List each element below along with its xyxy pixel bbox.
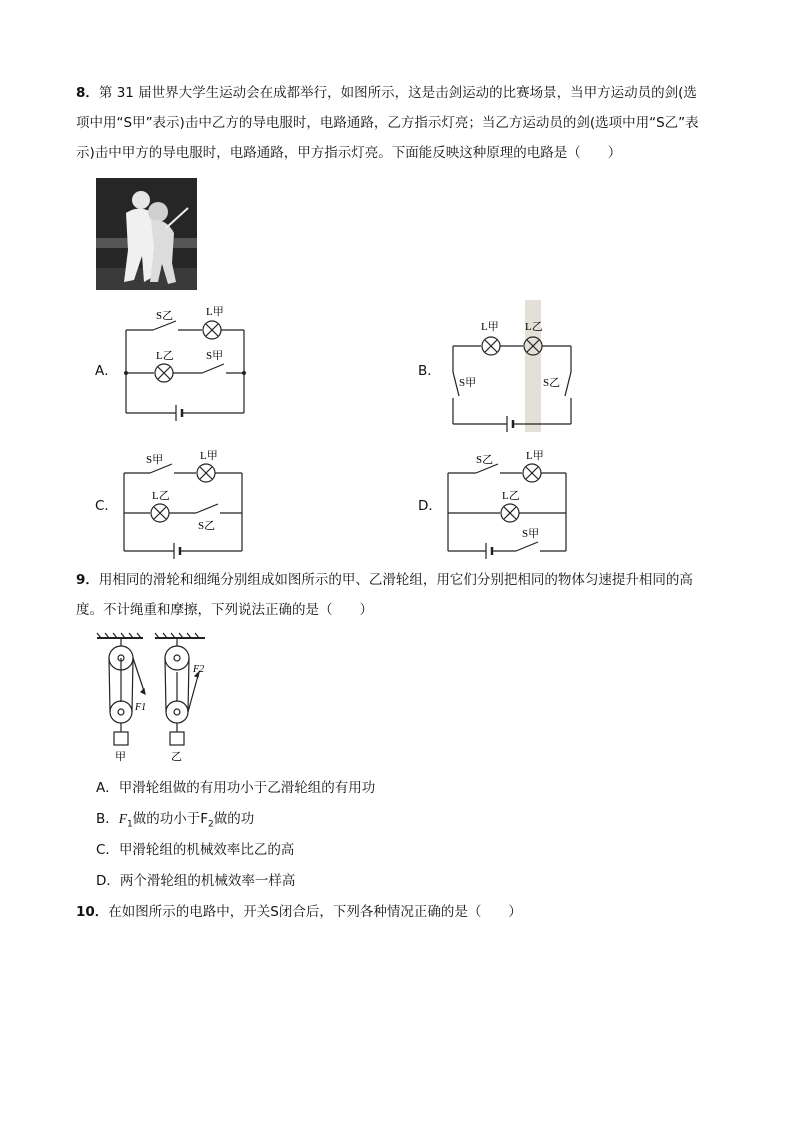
- pulley-figure: [95, 632, 215, 764]
- q8-option-d-label[interactable]: D．: [418, 498, 442, 514]
- q10-number: 10．: [76, 904, 109, 920]
- d-l-yi-label: L乙: [502, 490, 520, 502]
- circuit-d: [440, 445, 575, 560]
- c-l-yi-label: L乙: [152, 490, 170, 502]
- yi-label: 乙: [171, 750, 182, 763]
- q10-line-1: 10．在如图所示的电路中，开关S闭合后，下列各种情况正确的是（ ）: [76, 904, 522, 920]
- b-l-yi-label: L乙: [525, 321, 543, 333]
- d-s-jia-label: S甲: [522, 528, 540, 540]
- q8-number: 8．: [76, 85, 99, 101]
- q9-option-d[interactable]: D．两个滑轮组的机械效率一样高: [96, 873, 296, 889]
- q9-line-2: 度。不计绳重和摩擦，下列说法正确的是（ ）: [76, 602, 373, 618]
- f2-label: F2: [193, 664, 205, 675]
- q9-line-1: 9．用相同的滑轮和细绳分别组成如图所示的甲、乙滑轮组，用它们分别把相同的物体匀速提升相同的高: [76, 572, 693, 588]
- q8-option-b-label[interactable]: B．: [418, 363, 441, 379]
- q9-option-b[interactable]: B．$F_1$做的功小于$F_2$做的功: [96, 811, 255, 830]
- q9-option-a[interactable]: A．甲滑轮组做的有用功小于乙滑轮组的有用功: [96, 780, 376, 796]
- f1-label: F1: [135, 702, 147, 713]
- q8-option-a-label[interactable]: A．: [95, 363, 118, 379]
- c-s-yi-label: S乙: [198, 520, 216, 532]
- circuit-b: [443, 300, 583, 432]
- a-s-yi-label: S乙: [156, 310, 174, 322]
- q8-line-3: 示)击中甲方的导电服时，电路通路，甲方指示灯亮。下面能反映这种原理的电路是（ ）: [76, 145, 622, 161]
- circuit-a: [118, 305, 253, 425]
- q8-option-c-label[interactable]: C．: [95, 498, 118, 514]
- fencing-photo: [96, 178, 197, 290]
- jia-label: 甲: [115, 750, 126, 763]
- b-l-jia-label: L甲: [481, 321, 499, 333]
- c-l-jia-label: L甲: [200, 450, 218, 462]
- circuit-c: [116, 445, 251, 560]
- b-s-yi-label: S乙: [543, 377, 561, 389]
- d-s-yi-label: S乙: [476, 454, 494, 466]
- a-s-jia-label: S甲: [206, 350, 224, 362]
- q8-line-1: 8．第 31 届世界大学生运动会在成都举行，如图所示，这是击剑运动的比赛场景，当甲方运动员的剑(选: [76, 85, 697, 101]
- c-s-jia-label: S甲: [146, 454, 164, 466]
- b-s-jia-label: S甲: [459, 377, 477, 389]
- q8-line-2: 项中用“S甲”表示)击中乙方的导电服时，电路通路，乙方指示灯亮；当乙方运动员的剑(选项中用“S乙”表: [76, 115, 699, 131]
- d-l-jia-label: L甲: [526, 450, 544, 462]
- q9-option-c[interactable]: C．甲滑轮组的机械效率比乙的高: [96, 842, 295, 858]
- a-l-yi-label: L乙: [156, 350, 174, 362]
- a-l-jia-label: L甲: [206, 306, 224, 318]
- q9-number: 9．: [76, 572, 99, 588]
